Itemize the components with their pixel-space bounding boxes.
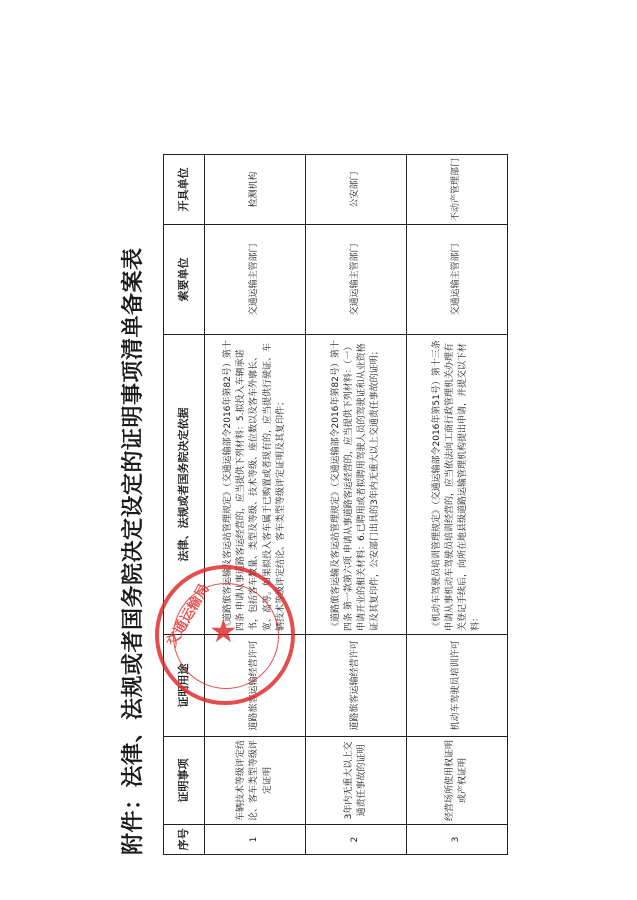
cell-requester: 交通运输主管部门	[205, 225, 306, 335]
cell-item: 经营场所使用权证明或产权证明	[407, 737, 508, 825]
header-basis: 法律、法规或者国务院决定依据	[164, 335, 205, 635]
cell-use: 道路旅客运输经营许可	[306, 635, 407, 737]
cell-basis: 《机动车驾驶员培训管理规定》（交通运输部令2016年第51号）第十三条 申请从事机动车驾驶员培训经营的，应当依法向工商行政管理机关办理有关登记手续后，向所在地县级道路运输管理机构提出申请，并提交以下材料：	[407, 335, 508, 635]
header-issuer: 开具单位	[164, 155, 205, 225]
filing-table	[163, 154, 508, 855]
seal-star-icon: ★	[209, 612, 238, 650]
cell-issuer: 公安部门	[306, 155, 407, 225]
cell-requester: 交通运输主管部门	[306, 225, 407, 335]
document-title: 附件：法律、法规或者国务院决定设定的证明事项清单备案表	[120, 247, 146, 855]
cell-use: 机动车驾驶员培训许可	[407, 635, 508, 737]
cell-no: 2	[306, 825, 407, 855]
table-header-row	[164, 155, 205, 855]
seal-text: 交通运输局	[163, 581, 213, 650]
header-no: 序号	[164, 825, 205, 855]
cell-no: 1	[205, 825, 306, 855]
rotated-sheet	[111, 155, 483, 855]
table-row	[306, 155, 407, 855]
cell-item: 3年内无重大以上交通责任事故的证明	[306, 737, 407, 825]
cell-basis: 《道路旅客运输及客运站管理规定》（交通运输部令2016年第82号）第十四条 第一款第六项 申请从事道路客运经营的，应当提供下列材料：（一）申请开业的相关材料：6.已聘用或者拟聘用驾驶人员的驾驶证和从业资格证及其复印件，公安部门出具的3年内无重大以上交通责任事故的证明；	[306, 335, 407, 635]
header-requester: 索要单位	[164, 225, 205, 335]
cell-item: 车辆技术等级评定结论、客车类型等级评定证明	[205, 737, 306, 825]
cell-issuer: 不动产管理部门	[407, 155, 508, 225]
header-item: 证明事项	[164, 737, 205, 825]
header-use: 证明用途	[164, 635, 205, 737]
cell-basis: 《道路旅客运输及客运站管理规定》（交通运输部令2016年第82号）第十四条 申请从事道路客运经营的，应当提供下列材料：5.拟投入车辆承诺书，包括客车数量、类型及等级、技术等级、座位数以及客车外廓长、宽、高等。如果拟投入客车属于已购置或者现有的，应当提供行驶证、车辆技术等级评定结论、客车类型等级评定证明及其复印件；	[205, 335, 306, 635]
cell-issuer: 检测机构	[205, 155, 306, 225]
cell-no: 3	[407, 825, 508, 855]
official-seal	[155, 565, 295, 705]
cell-use: 道路旅客运输经营许可	[205, 635, 306, 737]
table-row	[205, 155, 306, 855]
cell-requester: 交通运输主管部门	[407, 225, 508, 335]
table-row	[407, 155, 508, 855]
